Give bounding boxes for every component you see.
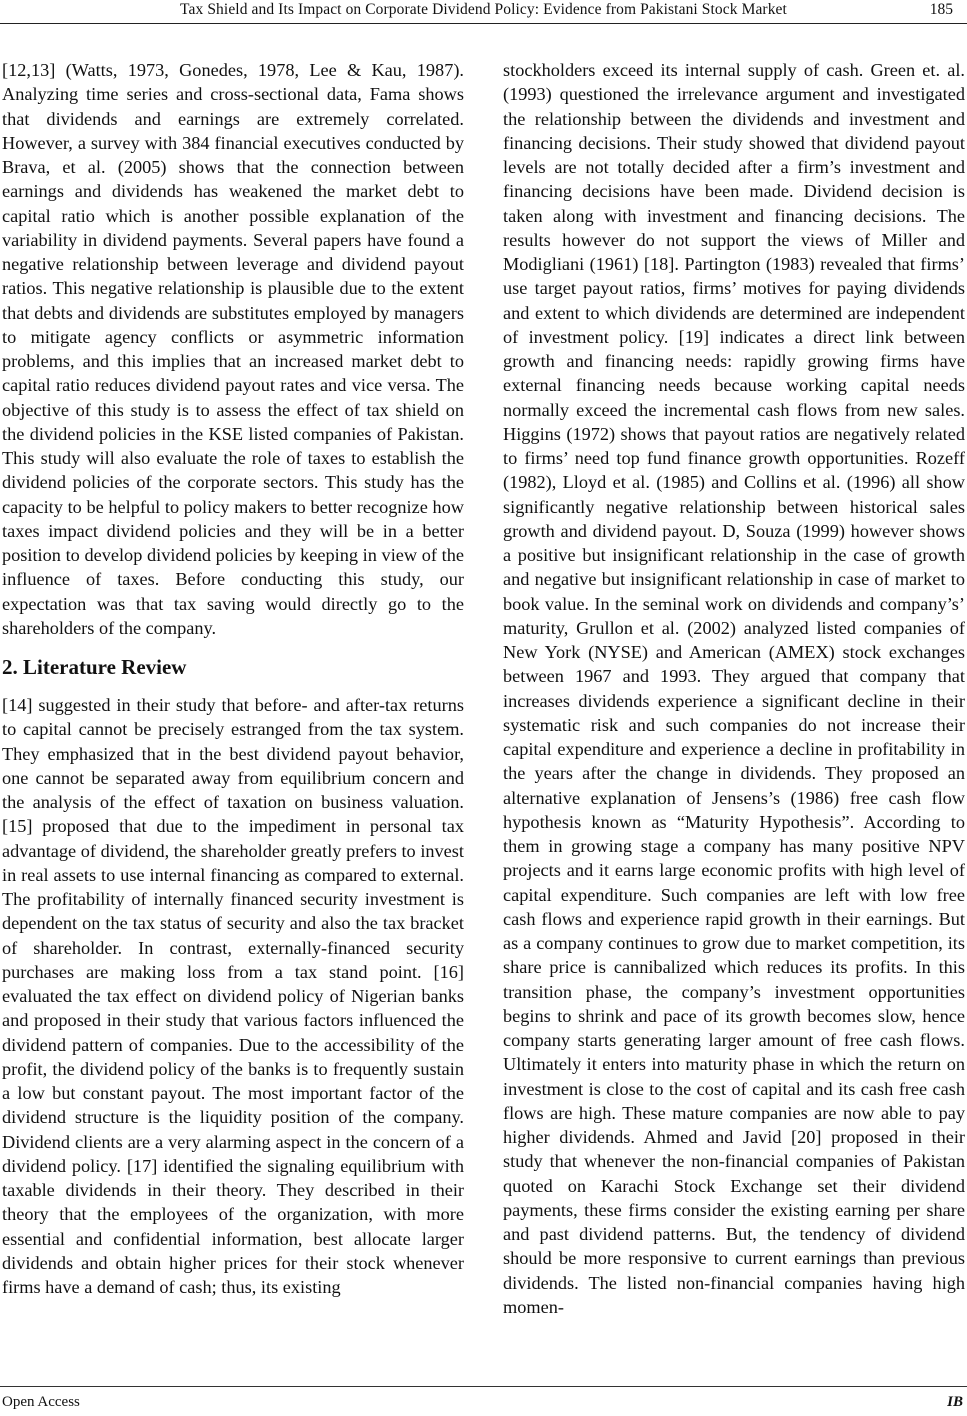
footer-divider: [0, 1386, 967, 1387]
continued-paragraph: stockholders exceed its internal supply of cash. Green et. al. (1993) questioned the irrelevance argument and investigated the relationship between the dividends and investment and financing decisions. Their study showed that dividend payout levels are not totally decided after a firm’s investment and financing decisions have been made. Dividend decision is taken along with investment and financing decisions. The results however do not support the views of Miller and Modigliani (1961) [18]. Partington (1983) revealed that firms’ use target payout ratios, firms’ motives for paying dividends and extent to which dividends are determined are independent of investment policy. [19] indicates a direct link between growth and financing needs: rapidly growing firms have external financing needs because working capital needs normally exceed the incremental cash flows from new sales. Higgins (1972) shows that payout ratios are negatively related to firms’ need top fund finance growth opportunities. Rozeff (1982), Lloyd et al. (1985) and Collins et al. (1996) all show significantly negative relationship between historical sales growth and dividend payout. D, Souza (1999) however shows a positive but insignificant relationship in the case of growth and negative but insignificant relationship in case of market to book value. In the seminal work on dividends and company’s’ maturity, Grullon et al. (2002) analyzed listed companies of New York (NYSE) and American (AMEX) stock exchanges between 1967 and 1993. They argued that company that increases dividends experience a significant decline in their systematic risk and such companies do not increase their capital expenditure and experience a decline in profitability in the years after the change in dividends. They proposed an alternative explanation of Jensens’s (1986) free cash flow hypothesis known as “Maturity Hypothesis”. According to them in growing stage a company has many positive NPV projects and it earns large economic profits with high level of capital expenditure. Such companies are left with low free cash flows and experience rapid growth in their earnings. But as a company continues to grow due to market competition, its share price is cannibalized which reduces its profits. In this transition phase, the company’s investment opportunities begins to shrink and pace of its growth becomes slow, hence company starts generating larger amount of free cash flows. Ultimately it enters into maturity phase in which the return on investment is close to the cost of capital and its cash free cash flows are high. These mature companies are now able to pay higher dividends. Ahmed and Javid [20] proposed in their study that whenever the non-financial companies of Pakistan quoted on Karachi Stock Exchange set their dividend payments, these firms consider the existing earning per share and past dividend patterns. But, the tendency of dividend should be more responsive to current earnings than previous dividends. The listed non-financial companies having high momen-: [503, 60, 965, 1317]
running-header: [0, 0, 967, 24]
page-number: 185: [929, 1, 953, 18]
left-column: [2, 58, 464, 1299]
article-body: [0, 58, 967, 1368]
intro-paragraph: [12,13] (Watts, 1973, Gonedes, 1978, Lee & Kau, 1987). Analyzing time series and cross-sectional data, Fama shows that dividends and earnings are extremely correlated. However, a survey with 384 financial executives conducted by Brava, et al. (2005) shows that the connection between earnings and dividends has weakened the market debt to capital ratio which is another possible explanation of the variability in dividend payments. Several papers have found a negative relationship between leverage and dividend payout ratios. This negative relationship is plausible due to the extent that debts and dividends are substitutes employed by managers to mitigate agency conflicts or asymmetric information problems, and this implies that an increased market debt to capital ratio reduces dividend payout rates and vice versa. The objective of this study is to assess the effect of tax shield on the dividend policies in the KSE listed companies of Pakistan. This study will also evaluate the role of taxes to establish the dividend policies of the corporate sectors. This study has the capacity to be helpful to policy makers to better recognize how taxes impact dividend policies and they will be in a better position to develop dividend policies by keeping in view of the influence of taxes. Before conducting this study, our expectation was that tax saving would directly go to the shareholders of the company.: [2, 60, 464, 638]
section-heading-literature-review: 2. Literature Review: [2, 655, 187, 679]
right-column: [503, 58, 965, 1319]
running-title: Tax Shield and Its Impact on Corporate Dividend Policy: Evidence from Pakistani Stock Market: [180, 1, 787, 18]
literature-review-paragraph: [14] suggested in their study that before- and after-tax returns to capital cannot be precisely estranged from the tax system. They emphasized that in the best dividend payout behavior, one cannot be separated away from equilibrium concern and the analysis of the effect of taxation on business valuation. [15] proposed that due to the impediment in personal tax advantage of dividend, the shareholder greatly prefers to invest in real assets to use internal financing as compared to external. The profitability of internally financed security investment is dependent on the tax status of security and also the tax bracket of shareholder. In contrast, externally-financed security purchases are making loss from a tax stand point. [16] evaluated the tax effect on dividend policy of Nigerian banks and proposed in their study that various factors influenced the dividend pattern of companies. Due to the accessibility of the profit, the dividend policy of the banks is to frequently sustain a low but constant payout. The most important factor of the dividend structure is the liquidity position of the company. Dividend clients are a very alarming aspect in the concern of a dividend policy. [17] identified the signaling equilibrium with taxable dividends in their theory. They described in their theory that the employees of the organization, with more essential and confidential information, best allocate larger dividends and obtain higher prices for their stock whenever firms have a demand of cash; thus, its existing: [2, 695, 464, 1297]
header-divider: [0, 23, 967, 24]
journal-abbreviation: IB: [947, 1394, 963, 1410]
open-access-label: Open Access: [2, 1394, 80, 1410]
